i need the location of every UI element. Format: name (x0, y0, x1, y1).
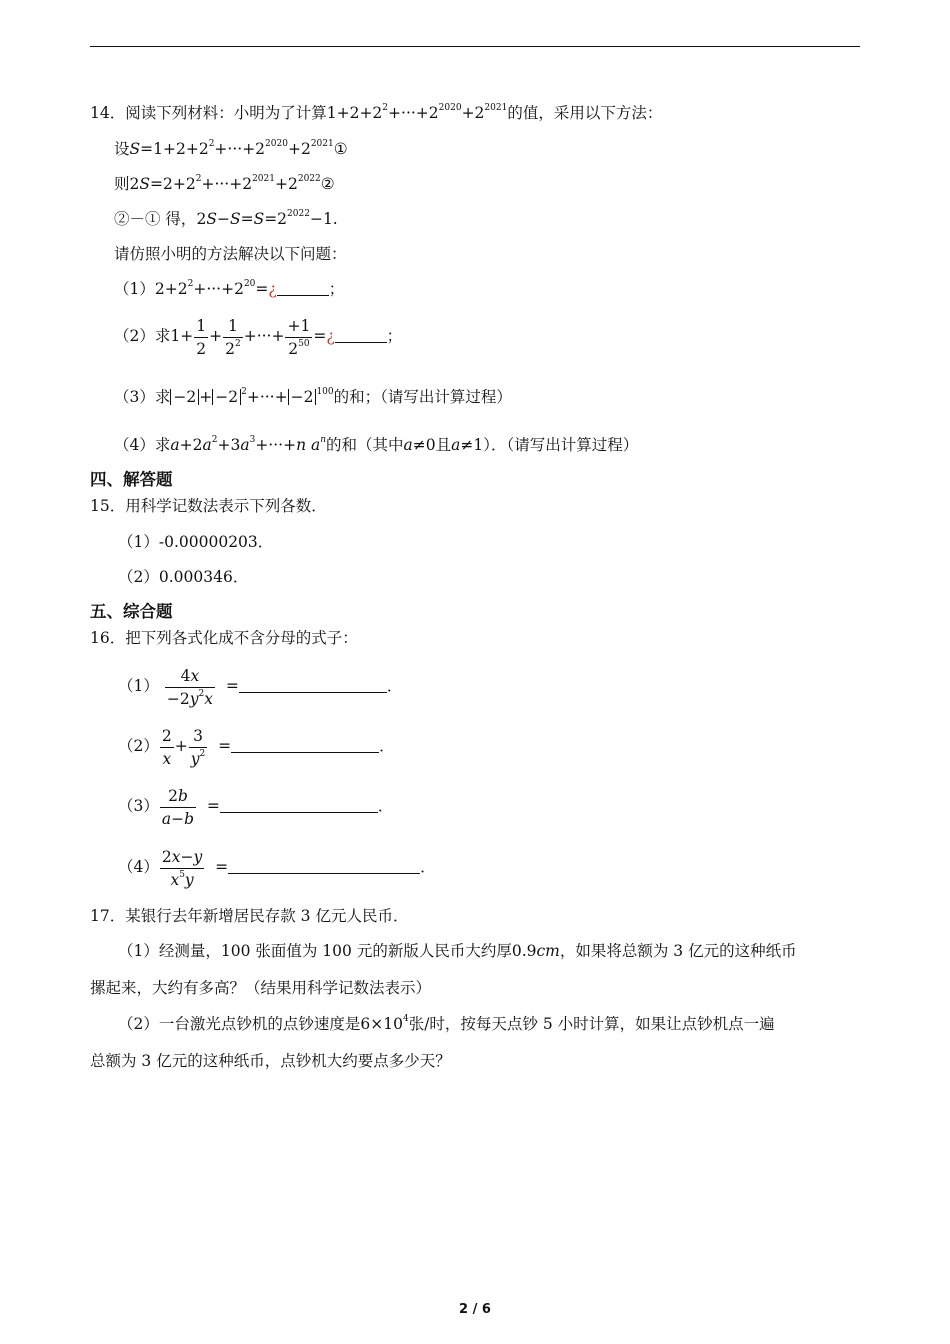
q15-stem: 15．用科学记数法表示下列各数． (90, 497, 327, 515)
fraction: $\frac{4x}{-2y^2x}$ (166, 666, 213, 708)
answer-blank (231, 738, 379, 753)
fraction: $\frac{1}{2^2}$ (225, 316, 241, 358)
q14-stem: 14．阅读下列材料：小明为了计算$1+2+2^2+\cdot\cdot\cdot+2^{2020}+2^{2021}$的值，采用以下方法： (90, 103, 663, 122)
answer-blank (239, 678, 387, 693)
q14-part1: $(1)2+2^2+\cdot\cdot\cdot+2^{20}=¿$ ； (114, 279, 345, 298)
q14-step1: 设$S=1+2+2^2+\cdot\cdot\cdot+2^{2020}+2^{2021}①$ (114, 139, 348, 158)
q16-part2: （2） $\frac{2}{x}$ + $\frac{3}{y^2}$ = ． (118, 726, 395, 768)
header-rule (90, 46, 860, 47)
q17-part2-line1: （2）一台激光点钞机的点钞速度是$6\times 10^4$张/时，按每天点钞 5 小时计算，如果让点钞机点一遍 (118, 1014, 775, 1033)
q15-part1: （1）-0.00000203． (118, 533, 274, 551)
answer-blank (220, 798, 378, 813)
q15-part2: （2）0.000346． (118, 568, 249, 586)
answer-blank (228, 859, 420, 874)
answer-blank (277, 281, 329, 296)
fraction: $\frac{2x-y}{x^5y}$ (161, 847, 203, 889)
q17-part1-line1: （1）经测量，100 张面值为 100 元的新版人民币大约厚0.9cm，如果将总额为 3 亿元的这种纸币 (118, 942, 797, 960)
q14-part4: （4）求$a+2a^2+3a^3+\cdot\cdot\cdot+n$ $a^n$的和（其中a≠0且a≠1）．（请写出计算过程） (114, 435, 639, 454)
q17-part1-line2: 摞起来，大约有多高？（结果用科学记数法表示） (90, 979, 432, 997)
q16-part1: （1） $\frac{4x}{-2y^2x}$ = ． (118, 666, 403, 708)
page-number: 2 / 6 (459, 1302, 491, 1317)
fraction: $\frac{3}{y^2}$ (190, 726, 206, 768)
q14-stem-expr: $1+2+2^2+\cdot\cdot\cdot+2^{2020}+2^{2021}$ (326, 103, 508, 122)
q16-part4: （4） $\frac{2x-y}{x^5y}$ = ． (118, 847, 436, 889)
fraction: $\frac{1}{2}$ (196, 316, 207, 358)
fraction: $\frac{2}{x}$ (161, 726, 172, 768)
section-title-5: 五、综合题 (90, 602, 173, 621)
fraction: $\frac{2b}{a-b}$ (161, 786, 195, 828)
q16-part3: （3） $\frac{2b}{a-b}$ = ． (118, 786, 394, 828)
q14-step3: ②－① 得，$2S-S=S=2^{2022}-1$. (114, 209, 338, 228)
q14-part3: （3）求 −2 + −2 $^2$+···+ −2 $^{100}$的和；（请写出计算过程） (114, 387, 512, 406)
fraction: $\frac{+1}{2^{50}}$ (287, 316, 311, 358)
section-title-4: 四、解答题 (90, 470, 173, 489)
q17-part2-line2: 总额为 3 亿元的这种纸币，点钞机大约要点多少天？ (90, 1052, 451, 1070)
q16-stem: 16．把下列各式化成不含分母的式子： (90, 629, 358, 647)
answer-blank (335, 328, 387, 343)
q17-stem: 17．某银行去年新增居民存款 3 亿元人民币． (90, 907, 409, 925)
q14-part2: （2）求1+ $\frac{1}{2}$ + $\frac{1}{2^2}$ +···+ $\frac{+1}{2^{50}}$ =¿ ； (114, 316, 403, 358)
q14-instruction: 请仿照小明的方法解决以下问题： (114, 245, 347, 263)
q14-step2: 则$2S=2+2^2+\cdot\cdot\cdot+2^{2021}+2^{2022}②$ (114, 174, 335, 193)
